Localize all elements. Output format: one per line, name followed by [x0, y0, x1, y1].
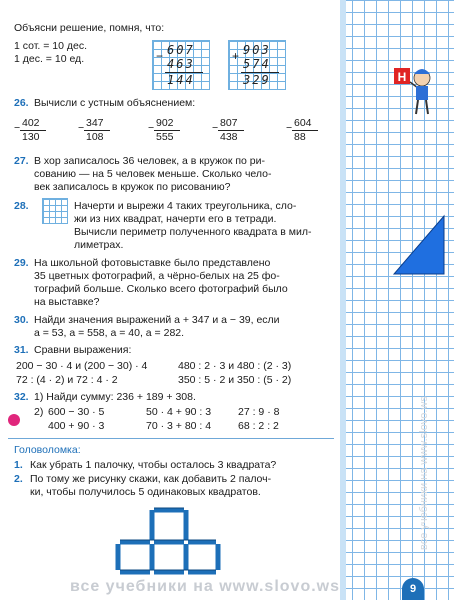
- task28-line3: Вычисли периметр полученного квадрата в мил-: [74, 226, 312, 238]
- task30-number: 30.: [14, 314, 29, 326]
- task26-sub-2: − 347 108: [78, 118, 118, 146]
- column-example-2-bottom: 574: [243, 57, 271, 71]
- puzzle-q2-number: 2.: [14, 473, 23, 485]
- task32-r2c2: 70 · 3 + 80 : 4: [146, 420, 212, 432]
- task32-r2c3: 68 : 2 : 2: [238, 420, 279, 432]
- task26-sub-3-a: 902: [156, 117, 174, 129]
- task29-number: 29.: [14, 257, 29, 269]
- task29-line4: на выставке?: [34, 296, 100, 308]
- task29-line3: тографий больше. Сколько всего фотографий было: [34, 283, 288, 295]
- task26-sub-4-a: 807: [220, 117, 238, 129]
- task26-sub-4: − 807 438: [212, 118, 252, 146]
- task26-sub-2-a: 347: [86, 117, 104, 129]
- task27-number: 27.: [14, 155, 29, 167]
- task26-sub-3: − 902 555: [148, 118, 188, 146]
- task32-part2-label: 2): [34, 406, 44, 418]
- column-example-1-op: −: [156, 49, 164, 63]
- column-example-2-top: 903: [243, 43, 271, 57]
- task26-sub-5: − 604 88: [286, 118, 326, 146]
- column-example-1-result: 144: [167, 73, 195, 87]
- grid-square-icon: [42, 198, 68, 224]
- puzzle-q1-number: 1.: [14, 459, 23, 471]
- task31-text: Сравни выражения:: [34, 344, 132, 356]
- puzzle-q2-line2: ки, чтобы получилось 5 одинаковых квадратов.: [30, 486, 261, 498]
- task31-number: 31.: [14, 344, 29, 356]
- puzzle-title: Головоломка:: [14, 444, 81, 456]
- pink-marker-icon: [8, 414, 20, 426]
- task32-r1c3: 27 : 9 · 8: [238, 406, 280, 418]
- task32-r1c2: 50 · 4 + 90 : 3: [146, 406, 212, 418]
- task29-line2: 35 цветных фотографий, а чёрно-белых на 25 фо-: [34, 270, 280, 282]
- task26-sub-1-a: 402: [22, 117, 40, 129]
- footer-watermark: все учебники на www.slovo.ws: [70, 578, 340, 595]
- task26-sub-2-b: 108: [86, 131, 104, 143]
- matchstick-figure: [112, 504, 222, 576]
- task31-row1-left: 200 − 30 · 4 и (200 − 30) · 4: [16, 360, 148, 372]
- margin-edge: [340, 0, 346, 600]
- task27-line2: сованию — на 5 человек меньше. Сколько чело-: [34, 168, 272, 180]
- page-number: 9: [402, 578, 424, 600]
- intro-line2: 1 сот. = 10 дес.: [14, 40, 87, 52]
- task30-line2: a = 53, a = 558, a = 40, a = 282.: [34, 327, 185, 339]
- task28-line2: жи из них квадрат, начерти его в тетради.: [74, 213, 277, 225]
- task29-line1: На школьной фотовыставке было представлено: [34, 257, 271, 269]
- intro-line3: 1 дес. = 10 ед.: [14, 53, 85, 65]
- task27-line3: век записалось в кружок по рисованию?: [34, 181, 231, 193]
- puzzle-q1: Как убрать 1 палочку, чтобы осталось 3 квадрата?: [30, 459, 277, 471]
- task26-sub-1-b: 130: [22, 131, 40, 143]
- column-example-1-top: 607: [167, 43, 195, 57]
- column-example-2-op: +: [232, 49, 240, 63]
- section-divider: [8, 438, 334, 439]
- task26-sub-4-b: 438: [220, 131, 238, 143]
- task30-line1: Найди значения выражений a + 347 и a − 39, если: [34, 314, 280, 326]
- task26-sub-5-a: 604: [294, 117, 312, 129]
- task27-line1: В хор записалось 36 человек, а в кружок по ри-: [34, 155, 265, 167]
- column-example-1-bottom: 463: [167, 57, 195, 71]
- task28-line1: Начерти и вырежи 4 таких треугольника, сло-: [74, 200, 297, 212]
- task26-text: Вычисли с устным объяснением:: [34, 97, 196, 109]
- side-watermark: все учебники на www.slovo.ws: [418, 396, 430, 550]
- task28-line4: лиметрах.: [74, 239, 124, 251]
- task32-part1: 1) Найди сумму: 236 + 189 + 308.: [34, 391, 196, 403]
- task26-sub-1: − 402 130: [14, 118, 54, 146]
- task26-sub-5-b: 88: [294, 131, 306, 143]
- puzzle-q2-line1: По тому же рисунку скажи, как добавить 2 палоч-: [30, 473, 272, 485]
- column-example-2-result: 329: [243, 73, 271, 87]
- task32-r2c1: 400 + 90 · 3: [48, 420, 105, 432]
- task31-row1-right: 480 : 2 · 3 и 480 : (2 · 3): [178, 360, 292, 372]
- intro-line1: Объясни решение, помня, что:: [14, 22, 165, 34]
- task31-row2-left: 72 : (4 · 2) и 72 : 4 · 2: [16, 374, 118, 386]
- task32-r1c1: 600 − 30 · 5: [48, 406, 105, 418]
- task31-row2-right: 350 : 5 · 2 и 350 : (5 · 2): [178, 374, 292, 386]
- task28-number: 28.: [14, 200, 29, 212]
- task32-number: 32.: [14, 391, 29, 403]
- mascot-sign-letter: Н: [397, 70, 407, 84]
- task26-sub-3-b: 555: [156, 131, 174, 143]
- task26-number: 26.: [14, 97, 29, 109]
- mascot-boy-icon: [390, 58, 440, 124]
